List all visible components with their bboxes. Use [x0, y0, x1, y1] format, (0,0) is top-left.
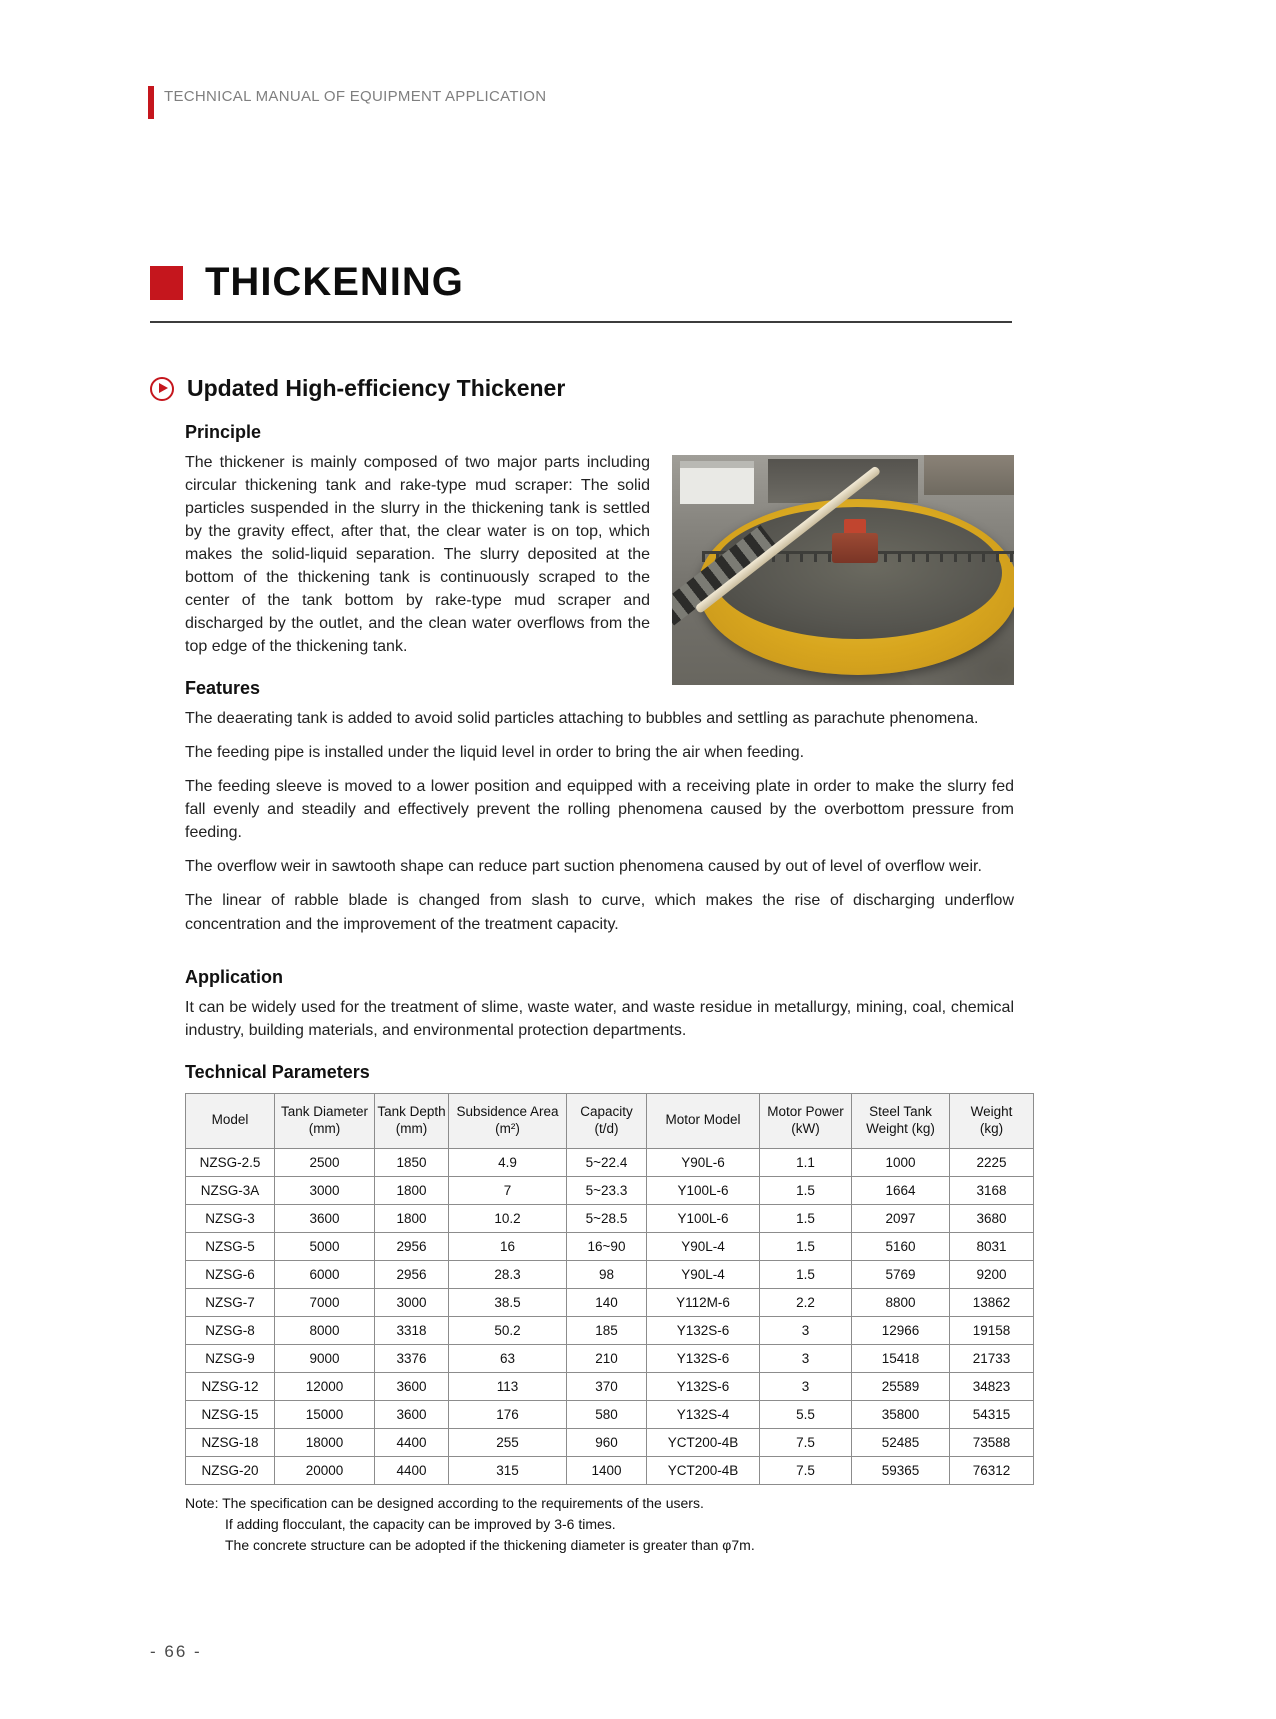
value-cell: 15418: [852, 1344, 950, 1372]
value-cell: 52485: [852, 1428, 950, 1456]
value-cell: 28.3: [449, 1260, 567, 1288]
value-cell: 210: [567, 1344, 647, 1372]
value-cell: 3600: [375, 1400, 449, 1428]
technical-parameters-heading: Technical Parameters: [185, 1061, 370, 1082]
value-cell: 7: [449, 1176, 567, 1204]
value-cell: 2956: [375, 1260, 449, 1288]
table-row: [186, 1232, 1034, 1260]
value-cell: 3: [760, 1316, 852, 1344]
value-cell: 5~23.3: [567, 1176, 647, 1204]
feature-item: The overflow weir in sawtooth shape can reduce part suction phenomena caused by out of level of overflow weir.: [185, 858, 982, 876]
value-cell: 176: [449, 1400, 567, 1428]
table-row: [186, 1428, 1034, 1456]
table-row: [186, 1400, 1034, 1428]
model-cell: NZSG-20: [186, 1456, 275, 1484]
value-cell: YCT200-4B: [647, 1456, 760, 1484]
value-cell: Y132S-6: [647, 1372, 760, 1400]
value-cell: 76312: [950, 1456, 1034, 1484]
value-cell: 1664: [852, 1176, 950, 1204]
column-header: Tank Diameter (mm): [275, 1093, 375, 1148]
model-cell: NZSG-3A: [186, 1176, 275, 1204]
model-cell: NZSG-15: [186, 1400, 275, 1428]
column-header: Tank Depth (mm): [375, 1093, 449, 1148]
table-row: [186, 1288, 1034, 1316]
column-header: Capacity (t/d): [567, 1093, 647, 1148]
value-cell: 1.5: [760, 1176, 852, 1204]
title-square-icon: [150, 266, 183, 300]
photo-structure-shape: [924, 455, 1014, 495]
value-cell: 255: [449, 1428, 567, 1456]
feature-item: The linear of rabble blade is changed from slash to curve, which makes the rise of discharging underflow concentration and the improvement of the treatment capacity.: [185, 892, 1014, 933]
value-cell: 21733: [950, 1344, 1034, 1372]
thickener-site-photo: [672, 455, 1014, 685]
value-cell: 59365: [852, 1456, 950, 1484]
value-cell: 7.5: [760, 1428, 852, 1456]
value-cell: 2.2: [760, 1288, 852, 1316]
value-cell: 9000: [275, 1344, 375, 1372]
value-cell: 1800: [375, 1204, 449, 1232]
value-cell: Y100L-6: [647, 1204, 760, 1232]
value-cell: 16~90: [567, 1232, 647, 1260]
value-cell: 3318: [375, 1316, 449, 1344]
column-header: Model: [186, 1093, 275, 1148]
table-notes: [185, 1493, 1014, 1556]
value-cell: 5~28.5: [567, 1204, 647, 1232]
value-cell: 9200: [950, 1260, 1034, 1288]
model-cell: NZSG-18: [186, 1428, 275, 1456]
value-cell: 7000: [275, 1288, 375, 1316]
header-accent-bar: [148, 86, 154, 119]
table-row: [186, 1316, 1034, 1344]
column-header: Motor Power (kW): [760, 1093, 852, 1148]
value-cell: Y100L-6: [647, 1176, 760, 1204]
value-cell: 2956: [375, 1232, 449, 1260]
value-cell: 25589: [852, 1372, 950, 1400]
value-cell: 1.1: [760, 1148, 852, 1176]
value-cell: 5160: [852, 1232, 950, 1260]
page-number: - 66 -: [150, 1642, 202, 1661]
value-cell: YCT200-4B: [647, 1428, 760, 1456]
value-cell: 38.5: [449, 1288, 567, 1316]
table-row: [186, 1344, 1034, 1372]
value-cell: 8031: [950, 1232, 1034, 1260]
value-cell: 6000: [275, 1260, 375, 1288]
value-cell: 19158: [950, 1316, 1034, 1344]
value-cell: 7.5: [760, 1456, 852, 1484]
value-cell: 20000: [275, 1456, 375, 1484]
value-cell: 8800: [852, 1288, 950, 1316]
value-cell: 2500: [275, 1148, 375, 1176]
model-cell: NZSG-8: [186, 1316, 275, 1344]
value-cell: 315: [449, 1456, 567, 1484]
value-cell: 5769: [852, 1260, 950, 1288]
model-cell: NZSG-3: [186, 1204, 275, 1232]
value-cell: 3376: [375, 1344, 449, 1372]
principle-heading: Principle: [185, 422, 262, 442]
section-heading: Updated High-efficiency Thickener: [187, 375, 566, 401]
value-cell: 3000: [275, 1176, 375, 1204]
value-cell: 12966: [852, 1316, 950, 1344]
column-header: Weight (kg): [950, 1093, 1034, 1148]
value-cell: 98: [567, 1260, 647, 1288]
value-cell: Y112M-6: [647, 1288, 760, 1316]
value-cell: 3: [760, 1372, 852, 1400]
table-row: [186, 1176, 1034, 1204]
section-body: [185, 422, 1014, 1556]
table-row: [186, 1148, 1034, 1176]
value-cell: 3: [760, 1344, 852, 1372]
value-cell: 12000: [275, 1372, 375, 1400]
column-header: Steel Tank Weight (kg): [852, 1093, 950, 1148]
column-header: Motor Model: [647, 1093, 760, 1148]
value-cell: 580: [567, 1400, 647, 1428]
value-cell: 5000: [275, 1232, 375, 1260]
feature-item: The feeding sleeve is moved to a lower position and equipped with a receiving plate in order to make the slurry fed fall evenly and steadily and effectively prevent the rolling phenomena caused by the overbottom pressure from feeding.: [185, 778, 1014, 842]
value-cell: 2097: [852, 1204, 950, 1232]
value-cell: Y132S-4: [647, 1400, 760, 1428]
value-cell: 1000: [852, 1148, 950, 1176]
note-line: The concrete structure can be adopted if the thickening diameter is greater than φ7m.: [225, 1536, 755, 1553]
photo-shed-shape: [680, 461, 754, 504]
application-paragraph: It can be widely used for the treatment of slime, waste water, and waste residue in metallurgy, mining, coal, chemical industry, building materials, and environmental protection departments.: [185, 998, 1014, 1039]
features-list: [185, 707, 1014, 935]
value-cell: Y90L-4: [647, 1232, 760, 1260]
value-cell: 5~22.4: [567, 1148, 647, 1176]
value-cell: 185: [567, 1316, 647, 1344]
value-cell: 63: [449, 1344, 567, 1372]
value-cell: 10.2: [449, 1204, 567, 1232]
model-cell: NZSG-7: [186, 1288, 275, 1316]
note-line: Note: The specification can be designed according to the requirements of the users.: [185, 1494, 704, 1511]
value-cell: 54315: [950, 1400, 1034, 1428]
value-cell: 73588: [950, 1428, 1034, 1456]
value-cell: 370: [567, 1372, 647, 1400]
page-content: [150, 260, 1014, 1556]
section-heading-row: [150, 375, 1014, 402]
running-header: [148, 86, 546, 119]
table-row: [186, 1372, 1034, 1400]
value-cell: 4.9: [449, 1148, 567, 1176]
value-cell: 5.5: [760, 1400, 852, 1428]
model-cell: NZSG-2.5: [186, 1148, 275, 1176]
principle-paragraph: The thickener is mainly composed of two major parts including circular thickening tank and rake-type mud scraper: The solid particles suspended in the slurry in the thickening tank is settled by the gravity effect, after that, the clear water is on top, which makes the solid-liquid separation. The slurry deposited at the bottom of the thickening tank is continuously scraped to the center of the tank bottom by rake-type mud scraper and discharged by the outlet, and the clean water overflows from the top edge of the thickening tank.: [185, 454, 650, 656]
parameters-table-body: [186, 1148, 1034, 1484]
value-cell: 960: [567, 1428, 647, 1456]
value-cell: 1.5: [760, 1232, 852, 1260]
value-cell: Y132S-6: [647, 1344, 760, 1372]
value-cell: 3680: [950, 1204, 1034, 1232]
value-cell: 140: [567, 1288, 647, 1316]
column-header: Subsidence Area (m²): [449, 1093, 567, 1148]
value-cell: 50.2: [449, 1316, 567, 1344]
value-cell: 4400: [375, 1456, 449, 1484]
value-cell: Y90L-6: [647, 1148, 760, 1176]
page-title: THICKENING: [205, 260, 464, 304]
value-cell: 35800: [852, 1400, 950, 1428]
title-divider: [150, 321, 1012, 323]
table-row: [186, 1456, 1034, 1484]
value-cell: 113: [449, 1372, 567, 1400]
value-cell: 3000: [375, 1288, 449, 1316]
model-cell: NZSG-5: [186, 1232, 275, 1260]
value-cell: 1400: [567, 1456, 647, 1484]
value-cell: 4400: [375, 1428, 449, 1456]
features-heading: Features: [185, 678, 261, 699]
photo-mechanism-shape: [832, 533, 878, 563]
value-cell: 3168: [950, 1176, 1034, 1204]
value-cell: 2225: [950, 1148, 1034, 1176]
value-cell: 1850: [375, 1148, 449, 1176]
value-cell: 1.5: [760, 1260, 852, 1288]
feature-item: The deaerating tank is added to avoid solid particles attaching to bubbles and settling as parachute phenomena.: [185, 710, 979, 728]
table-header-row: [186, 1093, 1034, 1148]
note-line: If adding flocculant, the capacity can be improved by 3-6 times.: [225, 1515, 616, 1532]
model-cell: NZSG-6: [186, 1260, 275, 1288]
value-cell: Y90L-4: [647, 1260, 760, 1288]
model-cell: NZSG-12: [186, 1372, 275, 1400]
technical-parameters-table: [185, 1093, 1034, 1485]
application-heading: Application: [185, 966, 283, 987]
table-row: [186, 1204, 1034, 1232]
value-cell: 13862: [950, 1288, 1034, 1316]
feature-item: The feeding pipe is installed under the liquid level in order to bring the air when feeding.: [185, 744, 805, 762]
value-cell: 3600: [375, 1372, 449, 1400]
value-cell: 1.5: [760, 1204, 852, 1232]
header-text: TECHNICAL MANUAL OF EQUIPMENT APPLICATION: [164, 88, 547, 105]
value-cell: 8000: [275, 1316, 375, 1344]
value-cell: 34823: [950, 1372, 1034, 1400]
play-circle-icon: [150, 377, 174, 401]
value-cell: 15000: [275, 1400, 375, 1428]
table-row: [186, 1260, 1034, 1288]
value-cell: 18000: [275, 1428, 375, 1456]
chapter-title-row: [150, 260, 1014, 305]
model-cell: NZSG-9: [186, 1344, 275, 1372]
value-cell: 16: [449, 1232, 567, 1260]
value-cell: Y132S-6: [647, 1316, 760, 1344]
value-cell: 1800: [375, 1176, 449, 1204]
value-cell: 3600: [275, 1204, 375, 1232]
